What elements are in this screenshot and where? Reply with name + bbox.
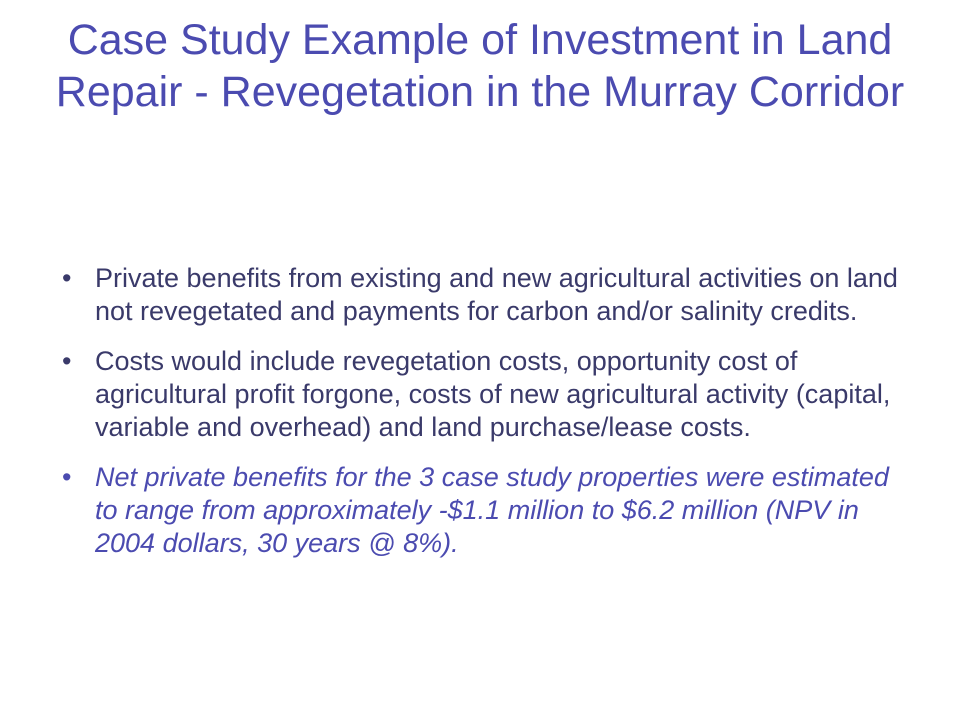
bullet-marker: • bbox=[62, 346, 72, 377]
bullet-text: Net private benefits for the 3 case study properties were estimated to range from approximately -$1.1 million to $6.2 million (NPV in 2004 dollars, 30 years @ 8%). bbox=[95, 462, 889, 558]
bullet-item-private-benefits bbox=[62, 262, 912, 327]
bullet-text: Costs would include revegetation costs, opportunity cost of agricultural profit forgone, costs of new agricultural activity (capital, variable and overhead) and land purchase/lease costs. bbox=[95, 346, 891, 442]
bullet-marker: • bbox=[62, 263, 72, 293]
bullet-item-net-benefits bbox=[62, 461, 912, 559]
slide-title: Case Study Example of Investment in Land Repair - Revegetation in the Murray Corridor bbox=[55, 16, 905, 117]
bullet-list bbox=[62, 262, 912, 577]
bullet-text: Private benefits from existing and new agricultural activities on land not revegetated and payments for carbon and/or salinity credits. bbox=[95, 263, 898, 326]
bullet-item-costs bbox=[62, 345, 912, 443]
bullet-marker: • bbox=[62, 462, 72, 493]
